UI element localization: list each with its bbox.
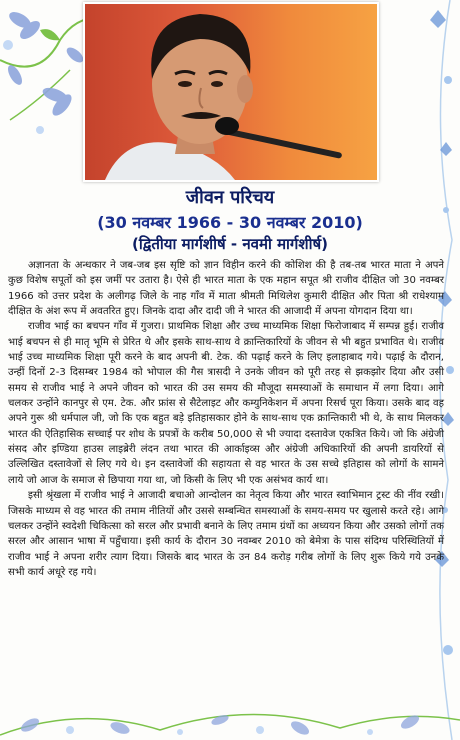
floral-decoration-bottom: [0, 680, 460, 740]
biography-paragraph-2: राजीव भाई का बचपन गाँव में गुजरा। प्राथमिक शिक्षा और उच्च माध्यमिक शिक्षा फिरोजाबाद में सम्पन्न हुई। राजीव भाई बचपन से ही मातृ भूमि से प्रेरित थे और इसके साथ-साथ वे क्रान्तिकारियों के जीवन से भी बहुत प्रभावित थे। राजीव भाई उच्च माध्यमिक शिक्षा पूरी करने के बाद अपनी बी. टेक. की पढ़ाई करने के लिए इलाहाबाद गये। पढ़ाई के दौरान, उन्हीं दिनों 2-3 दिसम्बर 1984 को भोपाल की गैस त्रासदी ने उनके जीवन को पूरी तरह से झकझोर दिया और उसी समय से राजीव भाई ने अपने जीवन को भारत की उस समय की मौजूदा समस्याओं के समाधान में लगा दिया। आगे चलकर उन्होंने कानपुर से एम. टेक. और फ्रांस से सैटेलाइट और कम्युनिकेशन में अपना रिसर्च पूरा किया। उसके बाद वह अपने गुरू श्री धर्मपाल जी, जो कि एक बहुत बड़े इतिहासकार होने के साथ-साथ एक क्रान्तिकारी भी थे, के साथ मिलकर भारत की ऐतिहासिक सच्चाई पर शोध के प्रपत्रों के करीब 50,000 से भी ज्यादा दस्तावेज एकत्रित किये। जो कि अंग्रेजी संसद और इण्डिया हाउस लाइब्रेरी लंदन तथा भारत की आर्काइव्स और अंग्रेजी अधिकारियों की अपनी डायरियों से उल्लिखित दस्तावेजों से लिए गये थे। इन दस्तावेजों की सहायता से वह भारत के उस सच्चे इतिहास को लोगों के सामने लाये जो आज के समाज से छिपाया गया था, जो किसी के लिए भी एक असंभव कार्य था।: [8, 321, 444, 486]
portrait-photo: [83, 2, 379, 182]
biography-paragraph-3: इसी श्रृंखला में राजीव भाई ने आजादी बचाओ आन्दोलन का नेतृत्व किया और भारत स्वाभिमान ट्रस्ट की नींव रखी। जिसके माध्यम से वह भारत की तमाम नीतियों और उससे सम्बन्धित समस्याओं के समय-समय पर खुलासे करते रहे। आगे चलकर उन्होंने स्वदेशी चिकित्सा को सरल और प्रभावी बनाने के लिए तमाम ग्रंथों का अध्ययन किया और उसको लोगों तक सरल और आसान भाषा में पहुँचाया। इसी कार्य के दौरान 30 नवम्बर 2010 को बेमेत्रा के पास संदिग्ध परिस्थितियों में राजीव भाई ने अपना शरीर त्याग दिया। जिसके बाद भारत के उन 84 करोड़ गरीब लोगों के लिए शुरू किये गये उनके सभी कार्य अधूरे रह गये।: [8, 490, 444, 578]
biography-paragraph-1: अज्ञानता के अन्धकार ने जब-जब इस सृष्टि को ज्ञान विहीन करने की कोशिश की है तब-तब भारत माता ने अपने कुछ विशेष सपूतों को इस जमीं पर उतारा है। ऐसे ही भारत माता के एक महान सपूत श्री राजीव दीक्षित जो 30 नवम्बर 1966 को उत्तर प्रदेश के अलीगढ़ जिले के नाह गाँव में माता श्रीमती मिथिलेश कुमारी दीक्षित और पिता श्री राधेश्याम दीक्षित के अंश रूप में अवतरित हुए। जिनके दादा और दादी जी ने भारत की आजादी में अपना योगदान दिया था।: [8, 260, 444, 318]
biography-text: [8, 258, 444, 580]
life-dates: (30 नवम्बर 1966 - 30 नवम्बर 2010): [97, 213, 363, 232]
hindu-calendar-dates: (द्वितीया मार्गशीर्ष - नवमी मार्गशीर्ष): [132, 235, 328, 253]
portrait-illustration: [85, 4, 377, 180]
page-title: जीवन परिचय: [185, 187, 275, 208]
